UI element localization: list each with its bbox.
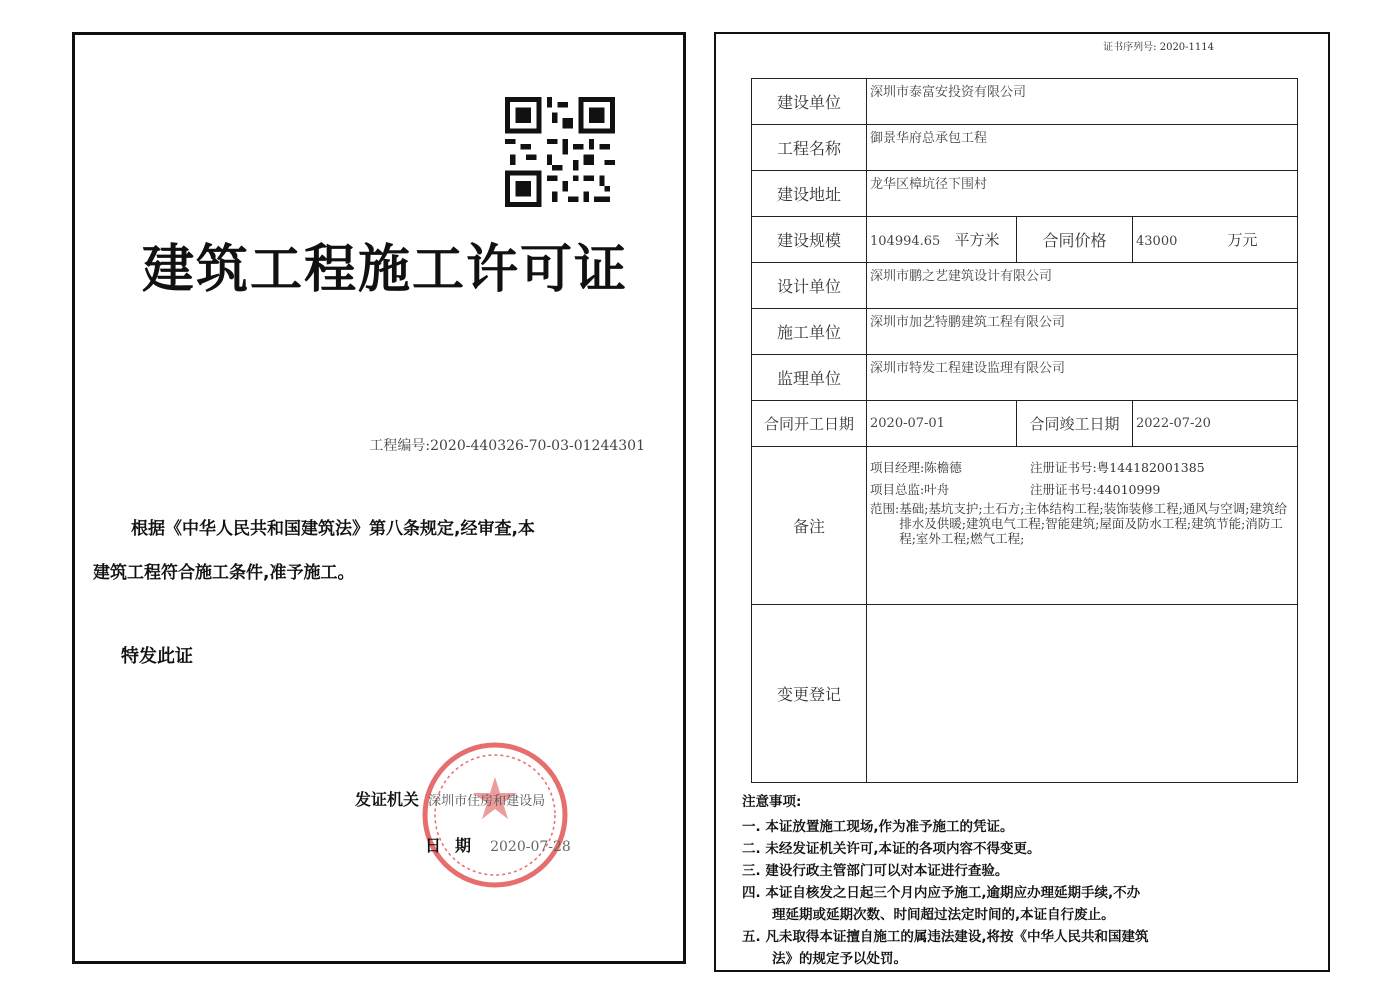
- table-row: [752, 125, 1298, 171]
- pm-line: [870, 457, 1294, 479]
- table-row: [752, 79, 1298, 125]
- certificate-serial: 证书序列号: 2020-1114: [1103, 42, 1214, 53]
- page-title: 建筑工程施工许可证: [141, 240, 628, 300]
- remarks-label: 备注: [752, 447, 867, 605]
- price-value: 43000: [1136, 234, 1178, 249]
- pm-cert-label: 注册证书号:: [1030, 460, 1097, 475]
- start-date-label: 合同开工日期: [752, 401, 867, 447]
- note-item: 三. 建设行政主管部门可以对本证进行查验。: [742, 863, 1009, 879]
- price-unit: 万元: [1227, 231, 1258, 249]
- project-info-table: [751, 78, 1298, 783]
- project-name-value: 御景华府总承包工程: [867, 125, 1298, 171]
- issue-date-value: 2020-07-28: [490, 839, 571, 855]
- director-label: 项目总监:: [870, 482, 925, 497]
- price-label: 合同价格: [1017, 217, 1133, 263]
- constructor-value: 深圳市加艺特鹏建筑工程有限公司: [867, 309, 1298, 355]
- scope-value: 基础;基坑支护;土石方;主体结构工程;装饰装修工程;通风与空调;建筑给排水及供暖;建筑电气工程;智能建筑;屋面及防水工程;建筑节能;消防工程;室外工程;燃气工程;: [899, 501, 1287, 546]
- note-item: 二. 未经发证机关许可,本证的各项内容不得变更。: [742, 841, 1041, 857]
- note-item: 法》的规定予以处罚。: [772, 951, 907, 967]
- project-number: 工程编号:2020-440326-70-03-01244301: [369, 438, 645, 454]
- supervisor-label: 监理单位: [752, 355, 867, 401]
- change-value: [867, 605, 1298, 783]
- director-cert-value: 44010999: [1096, 482, 1161, 497]
- table-row: [752, 217, 1298, 263]
- pm-cert-value: 粤144182001385: [1096, 460, 1205, 475]
- notes-title: 注意事项:: [742, 794, 802, 810]
- permit-detail-page: [714, 32, 1330, 972]
- price-cell: [1133, 217, 1298, 263]
- table-row: [752, 309, 1298, 355]
- issuing-authority: [355, 787, 545, 810]
- director-value: 叶舟: [924, 482, 950, 497]
- supervisor-value: 深圳市特发工程建设监理有限公司: [867, 355, 1298, 401]
- director-cert-label: 注册证书号:: [1030, 482, 1097, 497]
- end-date-label: 合同竣工日期: [1017, 401, 1133, 447]
- scope-block: [870, 501, 1294, 546]
- table-row: [752, 447, 1298, 605]
- scale-unit: 平方米: [954, 231, 1000, 249]
- scale-cell: [867, 217, 1017, 263]
- note-item: 四. 本证自核发之日起三个月内应予施工,逾期应办理延期手续,不办: [742, 885, 1141, 901]
- permit-statement: [93, 507, 653, 595]
- issuer-value: 深圳市住房和建设局: [428, 794, 546, 809]
- note-item: 一. 本证放置施工现场,作为准予施工的凭证。: [742, 819, 1014, 835]
- pm-value: 陈檐德: [924, 460, 962, 475]
- builder-label: 建设单位: [752, 79, 867, 125]
- permit-cover-page: [72, 32, 686, 964]
- table-row: [752, 171, 1298, 217]
- project-name-label: 工程名称: [752, 125, 867, 171]
- table-row: [752, 605, 1298, 783]
- scale-value: 104994.65: [870, 234, 941, 249]
- address-label: 建设地址: [752, 171, 867, 217]
- statement-line-1: 根据《中华人民共和国建筑法》第八条规定,经审查,本: [131, 519, 535, 539]
- issue-date: [425, 833, 571, 856]
- issue-date-label: 日期: [425, 836, 486, 855]
- director-line: [870, 479, 1294, 501]
- director-cert: [1030, 479, 1160, 501]
- address-value: 龙华区樟坑径下围村: [867, 171, 1298, 217]
- pm-cert: [1030, 457, 1205, 479]
- constructor-label: 施工单位: [752, 309, 867, 355]
- start-date-value: 2020-07-01: [867, 401, 1017, 447]
- table-row: [752, 355, 1298, 401]
- remarks-cell: [867, 447, 1298, 605]
- builder-value: 深圳市泰富安投资有限公司: [867, 79, 1298, 125]
- table-row: [752, 401, 1298, 447]
- note-item: 五. 凡未取得本证擅自施工的属违法建设,将按《中华人民共和国建筑: [742, 929, 1149, 945]
- scale-label: 建设规模: [752, 217, 867, 263]
- designer-value: 深圳市鹏之艺建筑设计有限公司: [867, 263, 1298, 309]
- end-date-value: 2022-07-20: [1133, 401, 1298, 447]
- pm-label: 项目经理:: [870, 460, 925, 475]
- statement-line-2: 建筑工程符合施工条件,准予施工。: [93, 563, 355, 583]
- issuer-label: 发证机关: [355, 790, 420, 809]
- designer-label: 设计单位: [752, 263, 867, 309]
- table-row: [752, 263, 1298, 309]
- official-seal-icon: [415, 735, 575, 895]
- notes-section: [742, 790, 1302, 970]
- note-item: 理延期或延期次数、时间超过法定时间的,本证自行废止。: [772, 907, 1115, 923]
- special-issue-text: 特发此证: [121, 646, 193, 667]
- qr-code-icon: [505, 97, 615, 207]
- change-label: 变更登记: [752, 605, 867, 783]
- scope-label: 范围:: [870, 501, 900, 516]
